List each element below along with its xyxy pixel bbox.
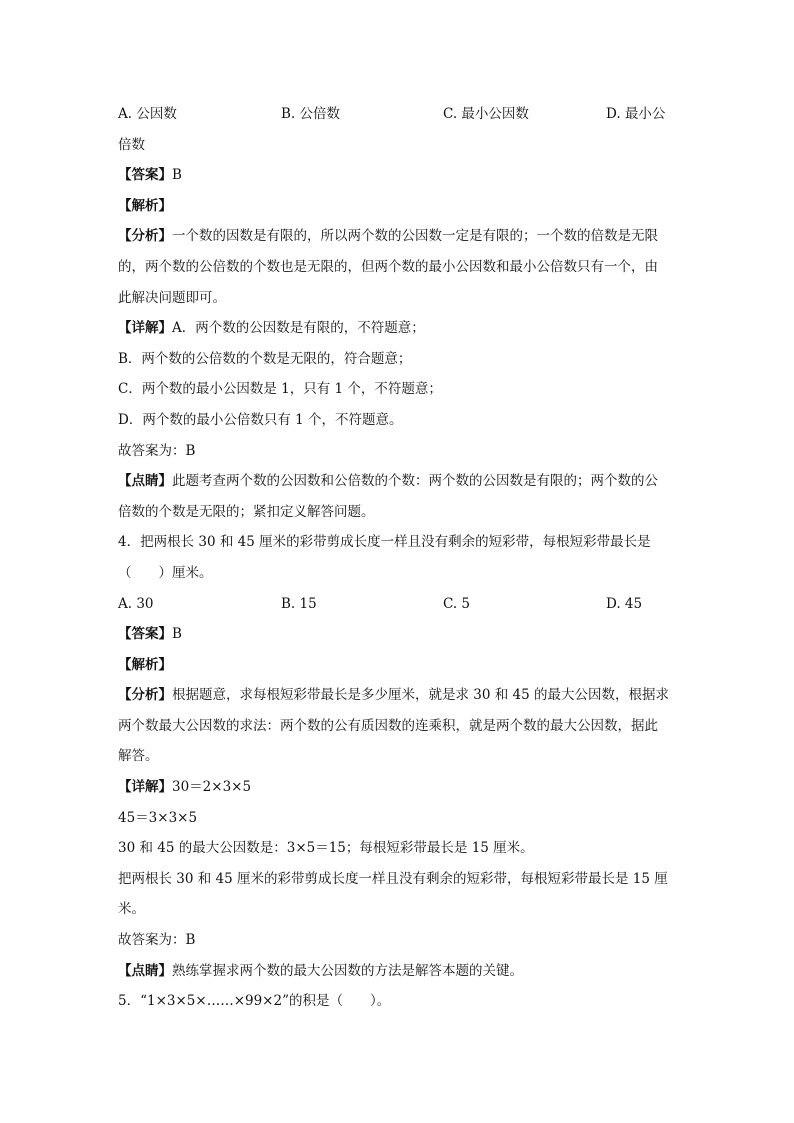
q3-fenxi-line-1	[118, 221, 676, 252]
answer-value: B	[172, 167, 182, 184]
q3-option-d-wrap: 倍数	[118, 136, 145, 153]
q4-option-a: A. 30	[118, 595, 154, 612]
q4-xiangjie-line-3: 30 和 45 的最大公因数是：3×5＝15；每根短彩带最长是 15 厘米。	[118, 840, 534, 857]
q4-fenxi-line-1	[118, 680, 676, 711]
dianjing-tag: 【点睛】	[118, 962, 172, 979]
dianjing-text: 熟练掌握求两个数的最大公因数的方法是解答本题的关键。	[172, 962, 523, 979]
answer-tag: 【答案】	[118, 167, 172, 184]
q3-analysis-heading: 【解析】	[118, 197, 172, 214]
q3-option-d: D. 最小公	[606, 106, 666, 122]
q4-xiangjie-line-1	[118, 772, 676, 803]
q3-answer	[118, 160, 676, 191]
q4-option-d: D. 45	[606, 595, 643, 612]
xiangjie-tag: 【详解】	[118, 779, 172, 796]
answer-tag: 【答案】	[118, 626, 172, 643]
q3-dianjing-line-2: 倍数的个数是无限的；紧扣定义解答问题。	[118, 503, 375, 520]
fenxi-tag: 【分析】	[118, 687, 172, 704]
document-content	[118, 99, 676, 1017]
q4-dianjing-line-1	[118, 956, 676, 987]
q4-stem-line-1: 4．把两根长 30 和 45 厘米的彩带剪成长度一样且没有剩余的短彩带，每根短彩带最长是	[118, 534, 651, 551]
fenxi-text: 根据题意，求每根短彩带最长是多少厘米，就是求 30 和 45 的最大公因数，根据求	[172, 687, 670, 704]
q3-conclusion: 故答案为：B	[118, 442, 196, 459]
q3-xiangjie-line-2: B．两个数的公倍数的个数是无限的，符合题意；	[118, 350, 412, 367]
q4-xiangjie-line-5: 米。	[118, 901, 145, 918]
q3-xiangjie-line-1	[118, 313, 676, 344]
q3-options	[118, 99, 676, 130]
q4-option-b: B. 15	[281, 595, 317, 612]
q4-fenxi-line-3: 解答。	[118, 748, 159, 765]
answer-value: B	[172, 626, 182, 643]
q3-xiangjie-line-3: C．两个数的最小公因数是 1，只有 1 个，不符题意；	[118, 381, 442, 398]
q3-option-a: A. 公因数	[118, 106, 177, 122]
xiangjie-text: A．两个数的公因数是有限的，不符题意；	[172, 320, 425, 337]
fenxi-tag: 【分析】	[118, 228, 172, 245]
q3-option-b: B. 公倍数	[281, 106, 341, 122]
q4-option-c: C. 5	[443, 595, 471, 612]
q4-stem-line-2: （ ）厘米。	[118, 564, 213, 581]
dianjing-tag: 【点睛】	[118, 473, 172, 490]
q3-dianjing-line-1	[118, 466, 676, 497]
q4-conclusion: 故答案为：B	[118, 932, 196, 949]
dianjing-text: 此题考查两个数的公因数和公倍数的个数：两个数的公因数是有限的；两个数的公	[172, 473, 658, 490]
q3-option-c: C. 最小公因数	[443, 106, 529, 122]
xiangjie-text: 30＝2×3×5	[172, 779, 252, 796]
q4-xiangjie-line-4: 把两根长 30 和 45 厘米的彩带剪成长度一样且没有剩余的短彩带，每根短彩带最长是 15 厘	[118, 870, 668, 887]
fenxi-text: 一个数的因数是有限的，所以两个数的公因数一定是有限的；一个数的倍数是无限	[172, 228, 658, 245]
q4-analysis-heading: 【解析】	[118, 656, 172, 673]
q4-options	[118, 589, 676, 620]
xiangjie-tag: 【详解】	[118, 320, 172, 337]
q3-fenxi-line-3: 此解决问题即可。	[118, 289, 226, 306]
q4-xiangjie-line-2: 45＝3×3×5	[118, 809, 198, 826]
q5-stem: 5．“1×3×5×……×99×2”的积是（ ）。	[118, 993, 391, 1010]
q3-xiangjie-line-4: D．两个数的最小公倍数只有 1 个，不符题意。	[118, 411, 403, 428]
q4-answer	[118, 619, 676, 650]
q3-fenxi-line-2: 的，两个数的公倍数的个数也是无限的，但两个数的最小公因数和最小公倍数只有一个，由	[118, 258, 658, 275]
q4-fenxi-line-2: 两个数最大公因数的求法：两个数的公有质因数的连乘积，就是两个数的最大公因数，据此	[118, 717, 658, 734]
